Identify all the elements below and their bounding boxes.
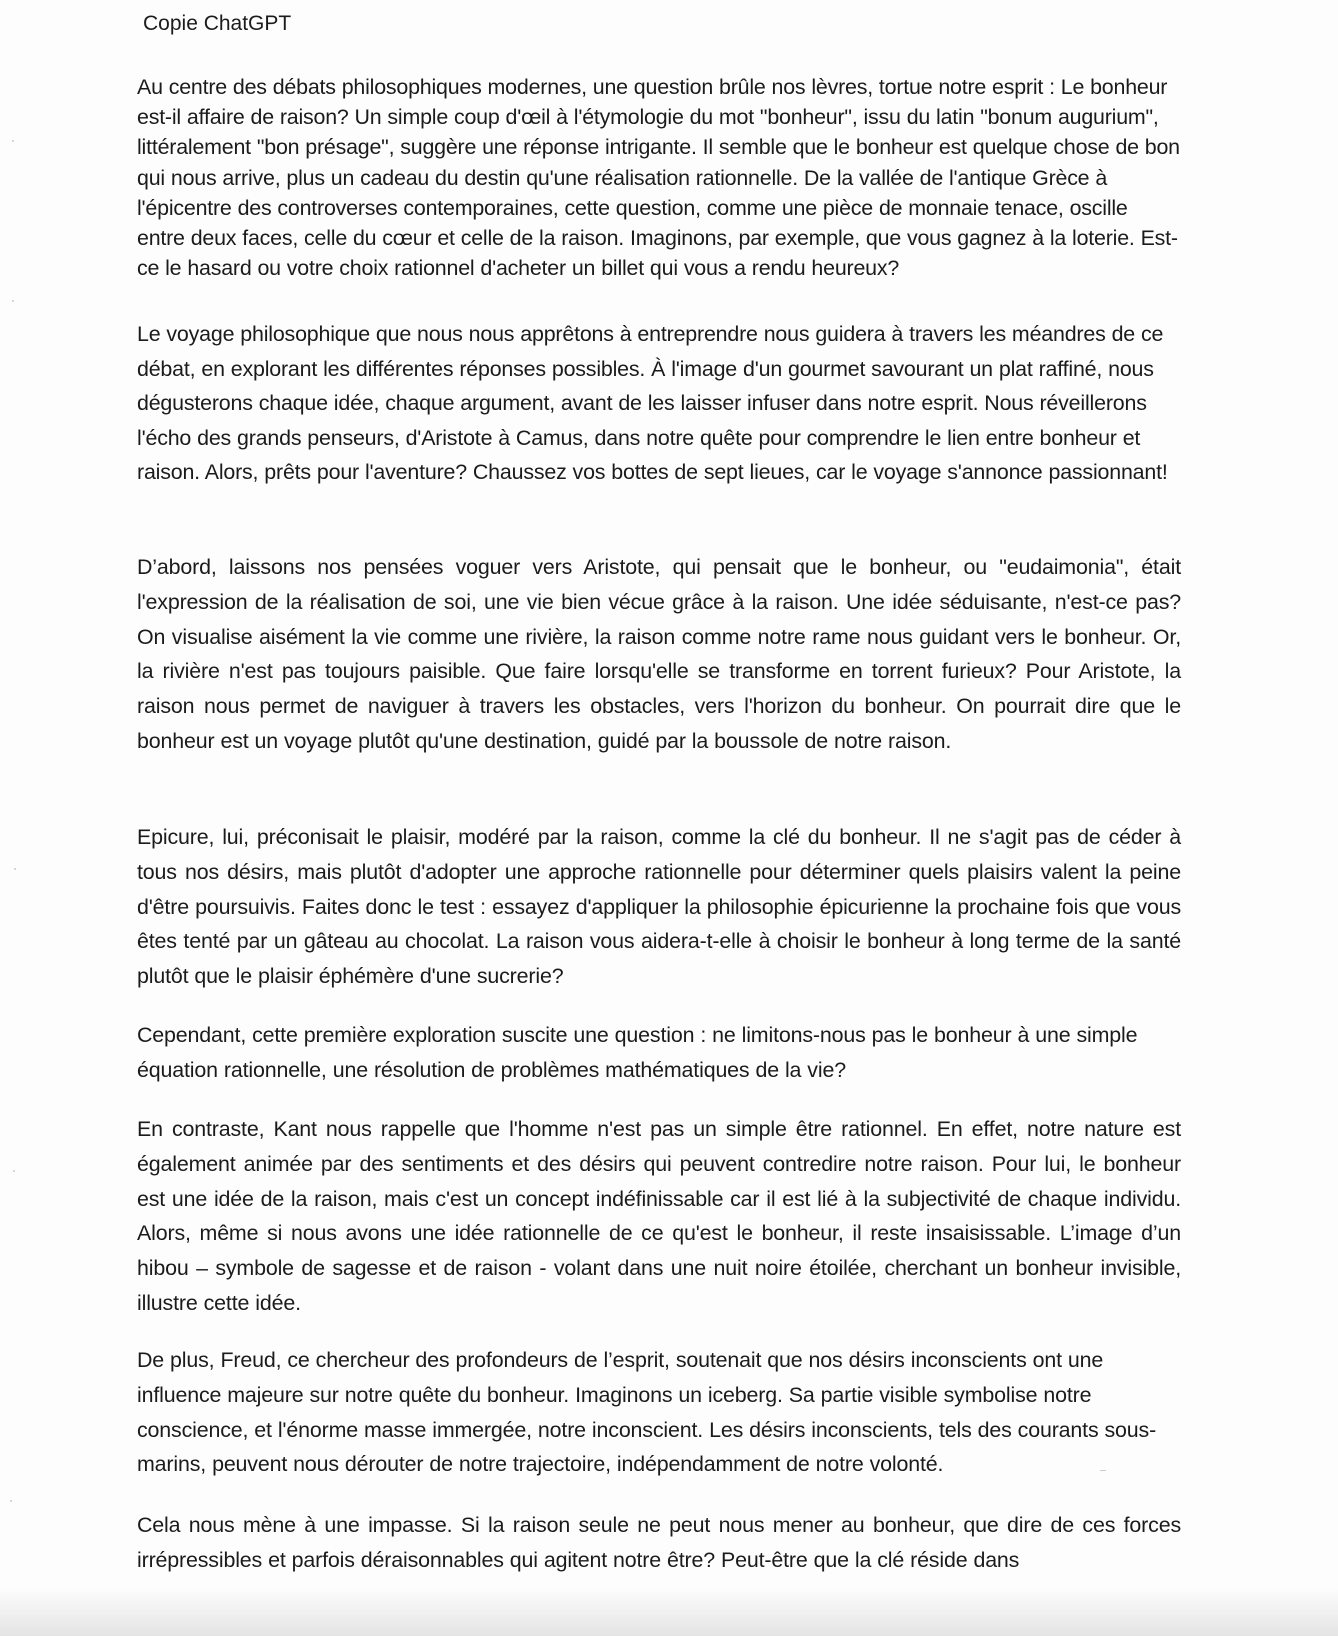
scan-speck bbox=[12, 300, 14, 302]
paragraph-kant: En contraste, Kant nous rappelle que l'homme n'est pas un simple être rationnel. En effet, notre nature est également animée par des sentiments et des désirs qui peuvent contredire notre raison. Pour lui, le bonheur est une idée de la raison, mais c'est un concept indéfinissable car il est lié à la subjectivité de chaque individu. Alors, même si nous avons une idée rationnelle de ce qu'est le bonheur, il reste insaisissable. L’image d’un hibou – symbole de sagesse et de raison - volant dans une nuit noire étoilée, cherchant un bonheur invisible, illustre cette idée. bbox=[137, 1117, 1181, 1315]
scan-speck bbox=[12, 140, 14, 142]
paragraph-voyage: Le voyage philosophique que nous nous apprêtons à entreprendre nous guidera à travers les méandres de ce débat, en explorant les différentes réponses possibles. À l'image d'un gourmet savourant un plat raffiné, nous dégusterons chaque idée, chaque argument, avant de les laisser infuser dans notre esprit. Nous réveillerons l'écho des grands penseurs, d'Aristote à Camus, dans notre quête pour comprendre le lien entre bonheur et raison. Alors, prêts pour l'aventure? Chaussez vos bottes de sept lieues, car le voyage s'annonce passionnant! bbox=[137, 322, 1168, 485]
paragraph-introduction: Au centre des débats philosophiques modernes, une question brûle nos lèvres, tortue notre esprit : Le bonheur est-il affaire de raison? Un simple coup d'œil à l'étymologie du mot "bonheur", issu du latin "bonum augurium", littéralement "bon présage", suggère une réponse intrigante. Il semble que le bonheur est quelque chose de bon qui nous arrive, plus un cadeau du destin qu'une réalisation rationnelle. De la vallée de l'antique Grèce à l'épicentre des controverses contemporaines, cette question, comme une pièce de monnaie tenace, oscille entre deux faces, celle du cœur et celle de la raison. Imaginons, par exemple, que vous gagnez à la loterie. Est-ce le hasard ou votre choix rationnel d'acheter un billet qui vous a rendu heureux? bbox=[137, 75, 1180, 281]
paragraph-transition: Cependant, cette première exploration suscite une question : ne limitons-nous pas le bonheur à une simple équation rationnelle, une résolution de problèmes mathématiques de la vie? bbox=[137, 1023, 1138, 1082]
paragraph-epicure: Epicure, lui, préconisait le plaisir, modéré par la raison, comme la clé du bonheur. Il ne s'agit pas de céder à tous nos désirs, mais plutôt d'adopter une approche rationnelle pour déterminer quels plaisirs valent la peine d'être poursuivis. Faites donc le test : essayez d'appliquer la philosophie épicurienne la prochaine fois que vous êtes tenté par un gâteau au chocolat. La raison vous aidera-t-elle à choisir le bonheur à long terme de la santé plutôt que le plaisir éphémère d'une sucrerie? bbox=[137, 825, 1181, 989]
scan-speck bbox=[13, 1170, 15, 1172]
paragraph-impasse: Cela nous mène à une impasse. Si la raison seule ne peut nous mener au bonheur, que dire de ces forces irrépressibles et parfois déraisonnables qui agitent notre être? Peut-être que la clé réside dans bbox=[137, 1513, 1181, 1572]
document-header: Copie ChatGPT bbox=[143, 12, 292, 35]
paragraph-freud: De plus, Freud, ce chercheur des profondeurs de l’esprit, soutenait que nos désirs inconscients ont une influence majeure sur notre quête du bonheur. Imaginons un iceberg. Sa partie visible symbolise notre conscience, et l'énorme masse immergée, notre inconscient. Les désirs inconscients, tels des courants sous-marins, peuvent nous dérouter de notre trajectoire, indépendamment de notre volonté. bbox=[137, 1348, 1157, 1477]
scan-speck bbox=[10, 1500, 12, 1502]
paragraph-aristote: D’abord, laissons nos pensées voguer vers Aristote, qui pensait que le bonheur, ou "eudaimonia", était l'expression de la réalisation de soi, une vie bien vécue grâce à la raison. Une idée séduisante, n'est-ce pas? On visualise aisément la vie comme une rivière, la raison comme notre rame nous guidant vers le bonheur. Or, la rivière n'est pas toujours paisible. Que faire lorsqu'elle se transforme en torrent furieux? Pour Aristote, la raison nous permet de naviguer à travers les obstacles, vers l'horizon du bonheur. On pourrait dire que le bonheur est un voyage plutôt qu'une destination, guidé par la boussole de notre raison. bbox=[137, 555, 1181, 753]
bottom-shadow bbox=[0, 1588, 1338, 1636]
scan-speck bbox=[14, 868, 16, 870]
scan-speck bbox=[1100, 1470, 1106, 1471]
